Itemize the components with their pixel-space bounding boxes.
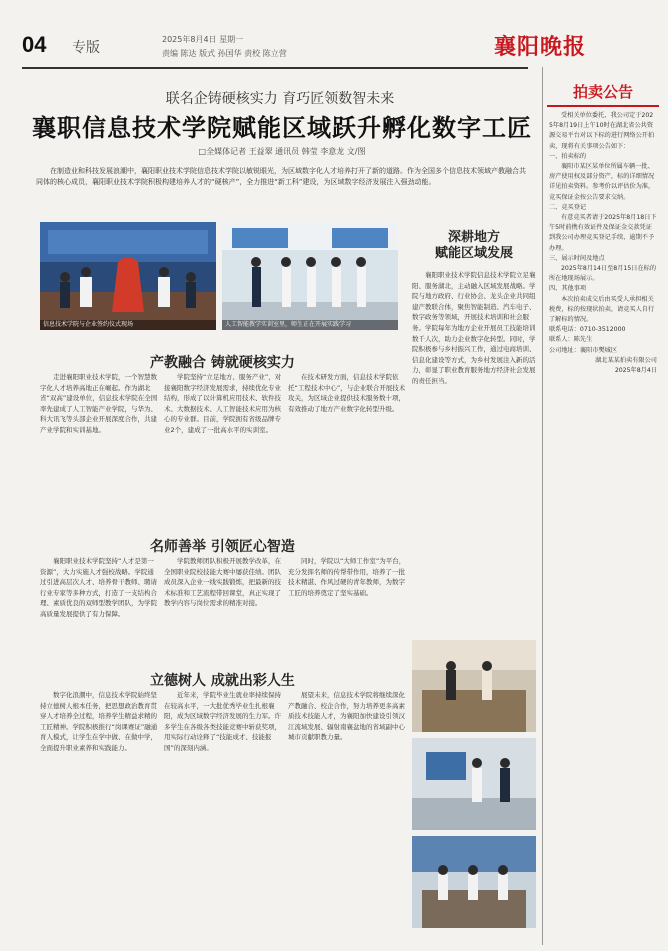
photo-students-3: [412, 836, 536, 928]
article-byline: □全媒体记者 王益翠 通讯员 韩莹 李意龙 文/图: [198, 147, 366, 156]
article-lead: 在制造业和科技发展浪潮中，襄阳职业技术学院信息技术学院以敏锐眼光，为区域数字化人才培养打开了新的道路。作为全国多个信息技术领域产教融合共同体的核心成员，襄阳职业技术学院积极构建培养人才的“硬核产”，全力推进“新工科”建设，为区域数字经济发展注入强劲动能。: [36, 167, 526, 186]
auction-notice-para: 2025年8月14日至8月15日在标的所在地现场展示。: [549, 265, 657, 283]
photo-caption-right: 人工智能教学实训室里，师生正在开展实践学习: [222, 320, 398, 330]
auction-notice-company: 湖北某某拍卖有限公司: [595, 356, 657, 364]
auction-notice-para: 二、竞买登记: [549, 203, 587, 211]
section-deepen-local-title: 深耕地方 赋能区域发展: [434, 230, 513, 261]
auction-notice-para: 本次拍卖成交后由买受人承担相关税费，标的按现状拍卖，请竞买人自行了解标的情况。: [549, 295, 655, 324]
photo-signing-ceremony-image: [40, 222, 216, 330]
auction-notice-para: 三、展示时间及地点: [549, 254, 605, 262]
date-line: 2025年8月4日 星期一: [162, 35, 244, 44]
photo-students-1: [412, 640, 536, 732]
article-kicker: 联名企铸硬核实力 育巧匠领数智未来: [165, 91, 395, 107]
auction-notice-title: 拍卖公告: [572, 83, 633, 101]
auction-notice-header: [547, 77, 659, 107]
section-moral-edu-col1: 数字化浪潮中，信息技术学院始终坚持立德树人根本任务，把思想政治教育贯穿人才培养全过程，培养学生精益求精的工匠精神。学院积极推行“岗课赛证”融通育人模式，让学生在学中做、在做中学，全面提升职业素养和实践能力。: [40, 691, 158, 752]
auction-notice-para: 一、拍卖标的: [549, 152, 587, 160]
section-master-teacher-col3: 同时，学院以“大师工作室”为平台，充分发挥名师的传帮带作用，培养了一批技术精湛、作风过硬的青年教师，为数字工匠的培养奠定了坚实基础。: [288, 557, 406, 597]
newspaper-logo: 襄阳晚报: [493, 34, 586, 60]
auction-notice-para: 公司地址：襄阳市樊城区: [549, 346, 618, 354]
auction-notice-column: [542, 67, 661, 945]
article-title: 襄职信息技术学院赋能区域跃升孵化数字工匠: [32, 114, 532, 142]
section-moral-edu-col3: 展望未来，信息技术学院将继续深化产教融合、校企合作，努力培养更多高素质技术技能人才，为襄阳加快建设引领汉江流域发展、辐射南襄盆地的省域副中心城市贡献职教力量。: [288, 691, 405, 742]
photo-students-1-image: [412, 640, 536, 732]
auction-notice-para: 有意竞买者请于2025年8月18日下午5时前携有效证件及保证金交款凭证到我公司办理竞买登记手续，逾期不予办理。: [549, 214, 657, 252]
section-deepen-local-text: [412, 270, 536, 630]
section-master-teacher-col1: 襄阳职业技术学院坚持“人才是第一资源”，大力实施人才强校战略。学院通过引进高层次人才、培养骨干教师、聘请行业专家等多种方式，打造了一支结构合理、素质优良的双师型教学团队，为学院高质量发展提供了有力保障。: [40, 557, 157, 618]
section-industry-edu-col2: 学院坚持“立足地方、服务产业”，对接襄阳数字经济发展需求，持续优化专业结构，形成了以计算机应用技术、软件技术、大数据技术、人工智能技术应用为核心的专业群。目前，学院拥有省级品牌专业2个，建成了一批高水平的实训室。: [164, 373, 282, 434]
section-master-teacher-col2: 学院教师团队积极开展教学改革，在全国职业院校技能大赛中屡获佳绩。团队成员深入企业一线实践锻炼，把最新的技术标准和工艺流程带回课堂，真正实现了教学内容与岗位需求的精准对接。: [164, 557, 281, 608]
photo-students-2-image: [412, 738, 536, 830]
auction-notice-para: 联系人：陈先生: [549, 336, 593, 344]
photo-training-room-image: [222, 222, 398, 330]
page-header: [22, 28, 658, 64]
auction-notice-para: 四、其他事项: [549, 285, 587, 293]
section-moral-edu-col2: 近年来，学院毕业生就业率持续保持在较高水平，一大批优秀毕业生扎根襄阳，成为区域数字经济发展的生力军。许多学生在各级各类技能竞赛中斩获奖项，用实际行动诠释了“技能成才、技能报国”的深刻内涵。: [164, 691, 281, 752]
photo-caption-left: 信息技术学院与企业签约仪式现场: [40, 320, 216, 330]
photo-students-3-image: [412, 836, 536, 928]
page-number: 04: [22, 32, 47, 57]
page-name: 专版: [72, 40, 100, 56]
header-rule: [22, 67, 528, 69]
auction-notice-para: 联系电话：0710-3512000: [549, 326, 626, 334]
auction-notice-date: 2025年8月4日: [614, 367, 657, 375]
section-industry-edu-col1: 走进襄阳职业技术学院，一个智慧数字化人才培养高地正在崛起。作为湖北省“双高”建设单位，信息技术学院在全国率先建成了人工智能产业学院，与华为、科大讯飞等头部企业开展深度合作，共建产业学院和实训基地。: [40, 373, 158, 434]
auction-notice-para: 襄阳市某区某单位所属车辆一批、房产使用权及部分资产，标的详细情况详见拍卖资料。参考价以评估价为准，竞买保证金按公告要求交纳。: [549, 163, 655, 201]
editor-line: 责编 陈达 版式 孙国华 责校 陈立营: [162, 49, 287, 58]
photo-training-room: [222, 222, 398, 330]
auction-notice-para: 受相关单位委托，我公司定于2025年8月19日上午10时在湖北省公共资源交易平台对以下标的进行网络公开拍卖，现将有关事项公告如下：: [549, 112, 655, 150]
photo-students-2: [412, 738, 536, 830]
auction-notice-body: [549, 111, 657, 941]
section-moral-edu-title: 立德树人 成就出彩人生: [150, 673, 295, 689]
section-industry-edu-title: 产教融合 铸就硬核实力: [150, 355, 295, 371]
section-master-teacher-title: 名师善举 引领匠心智造: [150, 539, 295, 555]
photo-signing-ceremony: [40, 222, 216, 330]
section-industry-edu-col3: 在技术研发方面，信息技术学院依托“工程技术中心”，与企业联合开展技术攻关，为区域企业提供技术服务数十项，有效推动了地方产业数字化转型升级。: [288, 373, 406, 413]
section-deepen-local-paragraph: 襄阳职业技术学院信息技术学院立足襄阳、服务湖北，主动融入区域发展战略。学院与地方政府、行业协会、龙头企业共同组建产教联合体，聚焦智能制造、汽车电子、数字政务等领域，开展技术培训和社会服务。学院每年为地方企业开展员工技能培训数千人次，助力企业数字化转型。同时，学院积极参与乡村振兴工作，通过电商培训、信息化建设等方式，为乡村发展注入新的活力，彰显了职业教育服务地方经济社会发展的责任担当。: [412, 271, 536, 385]
